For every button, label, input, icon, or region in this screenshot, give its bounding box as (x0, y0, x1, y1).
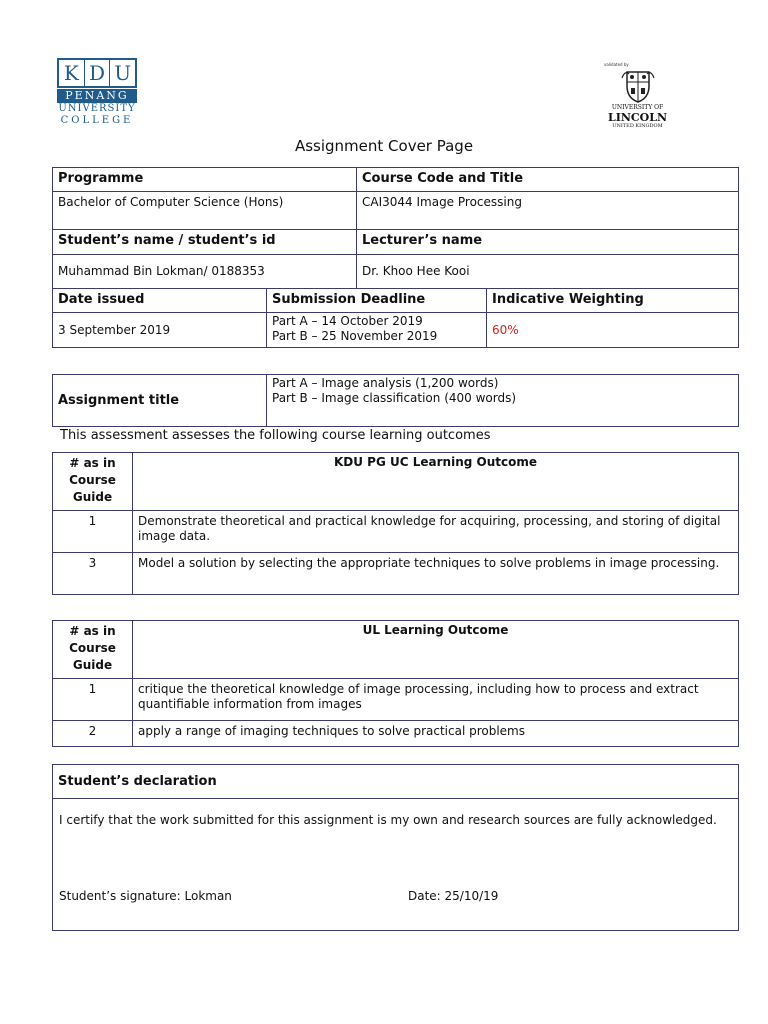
kdu-university: UNIVERSITY (58, 103, 136, 114)
page-title: Assignment Cover Page (294, 137, 474, 155)
kdu-letter: K (59, 60, 85, 86)
info-table (52, 167, 739, 348)
kdu-row-num: 3 (53, 553, 133, 595)
declaration-date: Date: 25/10/19 (408, 889, 499, 903)
course-value: CAI3044 Image Processing (357, 192, 739, 230)
crest-icon (621, 68, 655, 104)
assignment-part-a: Part A – Image analysis (1,200 words) (272, 376, 499, 390)
date-issued-label: Date issued (53, 289, 267, 313)
deadline-value (267, 313, 487, 348)
declaration-table (52, 764, 739, 931)
table-row (53, 679, 739, 721)
assignment-label: Assignment title (53, 375, 267, 427)
table-row (53, 553, 739, 595)
assignment-part-b: Part B – Image classification (400 words) (272, 391, 517, 405)
lincoln-line3: UNITED KINGDOM (612, 123, 663, 129)
deadline-label: Submission Deadline (267, 289, 487, 313)
ul-row-num: 1 (53, 679, 133, 721)
course-label: Course Code and Title (357, 168, 739, 192)
assignment-table (52, 374, 739, 427)
student-value: Muhammad Bin Lokman/ 0188353 (53, 255, 357, 289)
student-label: Student’s name / student’s id (53, 230, 357, 255)
weighting-value: 60% (487, 313, 739, 348)
lincoln-small-text: validated by (604, 62, 629, 67)
kdu-col1-header: # as in Course Guide (53, 453, 133, 511)
programme-value: Bachelor of Computer Science (Hons) (53, 192, 357, 230)
ul-col1-header: # as in Course Guide (53, 621, 133, 679)
kdu-penang: PENANG (57, 89, 137, 103)
ul-outcomes-table (52, 620, 739, 747)
kdu-outcomes-table (52, 452, 739, 595)
kdu-letter: D (85, 60, 111, 86)
kdu-logo (57, 58, 139, 126)
outcomes-intro: This assessment assesses the following course learning outcomes (60, 428, 491, 443)
table-row (53, 721, 739, 747)
ul-row-num: 2 (53, 721, 133, 747)
lincoln-line2: LINCOLN (607, 111, 668, 124)
kdu-letter-box (57, 58, 137, 88)
kdu-letter: U (114, 61, 132, 85)
date-issued-value: 3 September 2019 (53, 313, 267, 348)
table-row (53, 511, 739, 553)
lecturer-value: Dr. Khoo Hee Kooi (357, 255, 739, 289)
deadline-part-a: Part A – 14 October 2019 (272, 314, 423, 328)
kdu-row-num: 1 (53, 511, 133, 553)
kdu-row-text: Demonstrate theoretical and practical knowledge for acquiring, processing, and storing of digital image data. (133, 511, 739, 553)
lincoln-line1: UNIVERSITY OF (611, 104, 664, 111)
lecturer-label: Lecturer’s name (357, 230, 739, 255)
kdu-college: COLLEGE (60, 115, 134, 126)
programme-label: Programme (53, 168, 357, 192)
ul-row-text: critique the theoretical knowledge of image processing, including how to process and extract quantifiable information from images (133, 679, 739, 721)
assignment-value (267, 375, 739, 427)
ul-col2-header: UL Learning Outcome (133, 621, 739, 679)
declaration-text: I certify that the work submitted for this assignment is my own and research sources are fully acknowledged. (59, 813, 717, 827)
signature-line: Student’s signature: Lokman (59, 889, 232, 903)
kdu-row-text: Model a solution by selecting the appropriate techniques to solve problems in image processing. (133, 553, 739, 595)
kdu-col2-header: KDU PG UC Learning Outcome (133, 453, 739, 511)
ul-row-text: apply a range of imaging techniques to solve practical problems (133, 721, 739, 747)
weighting-label: Indicative Weighting (487, 289, 739, 313)
declaration-header: Student’s declaration (53, 765, 739, 799)
declaration-body (53, 799, 739, 931)
lincoln-logo (600, 62, 675, 137)
deadline-part-b: Part B – 25 November 2019 (272, 329, 438, 343)
